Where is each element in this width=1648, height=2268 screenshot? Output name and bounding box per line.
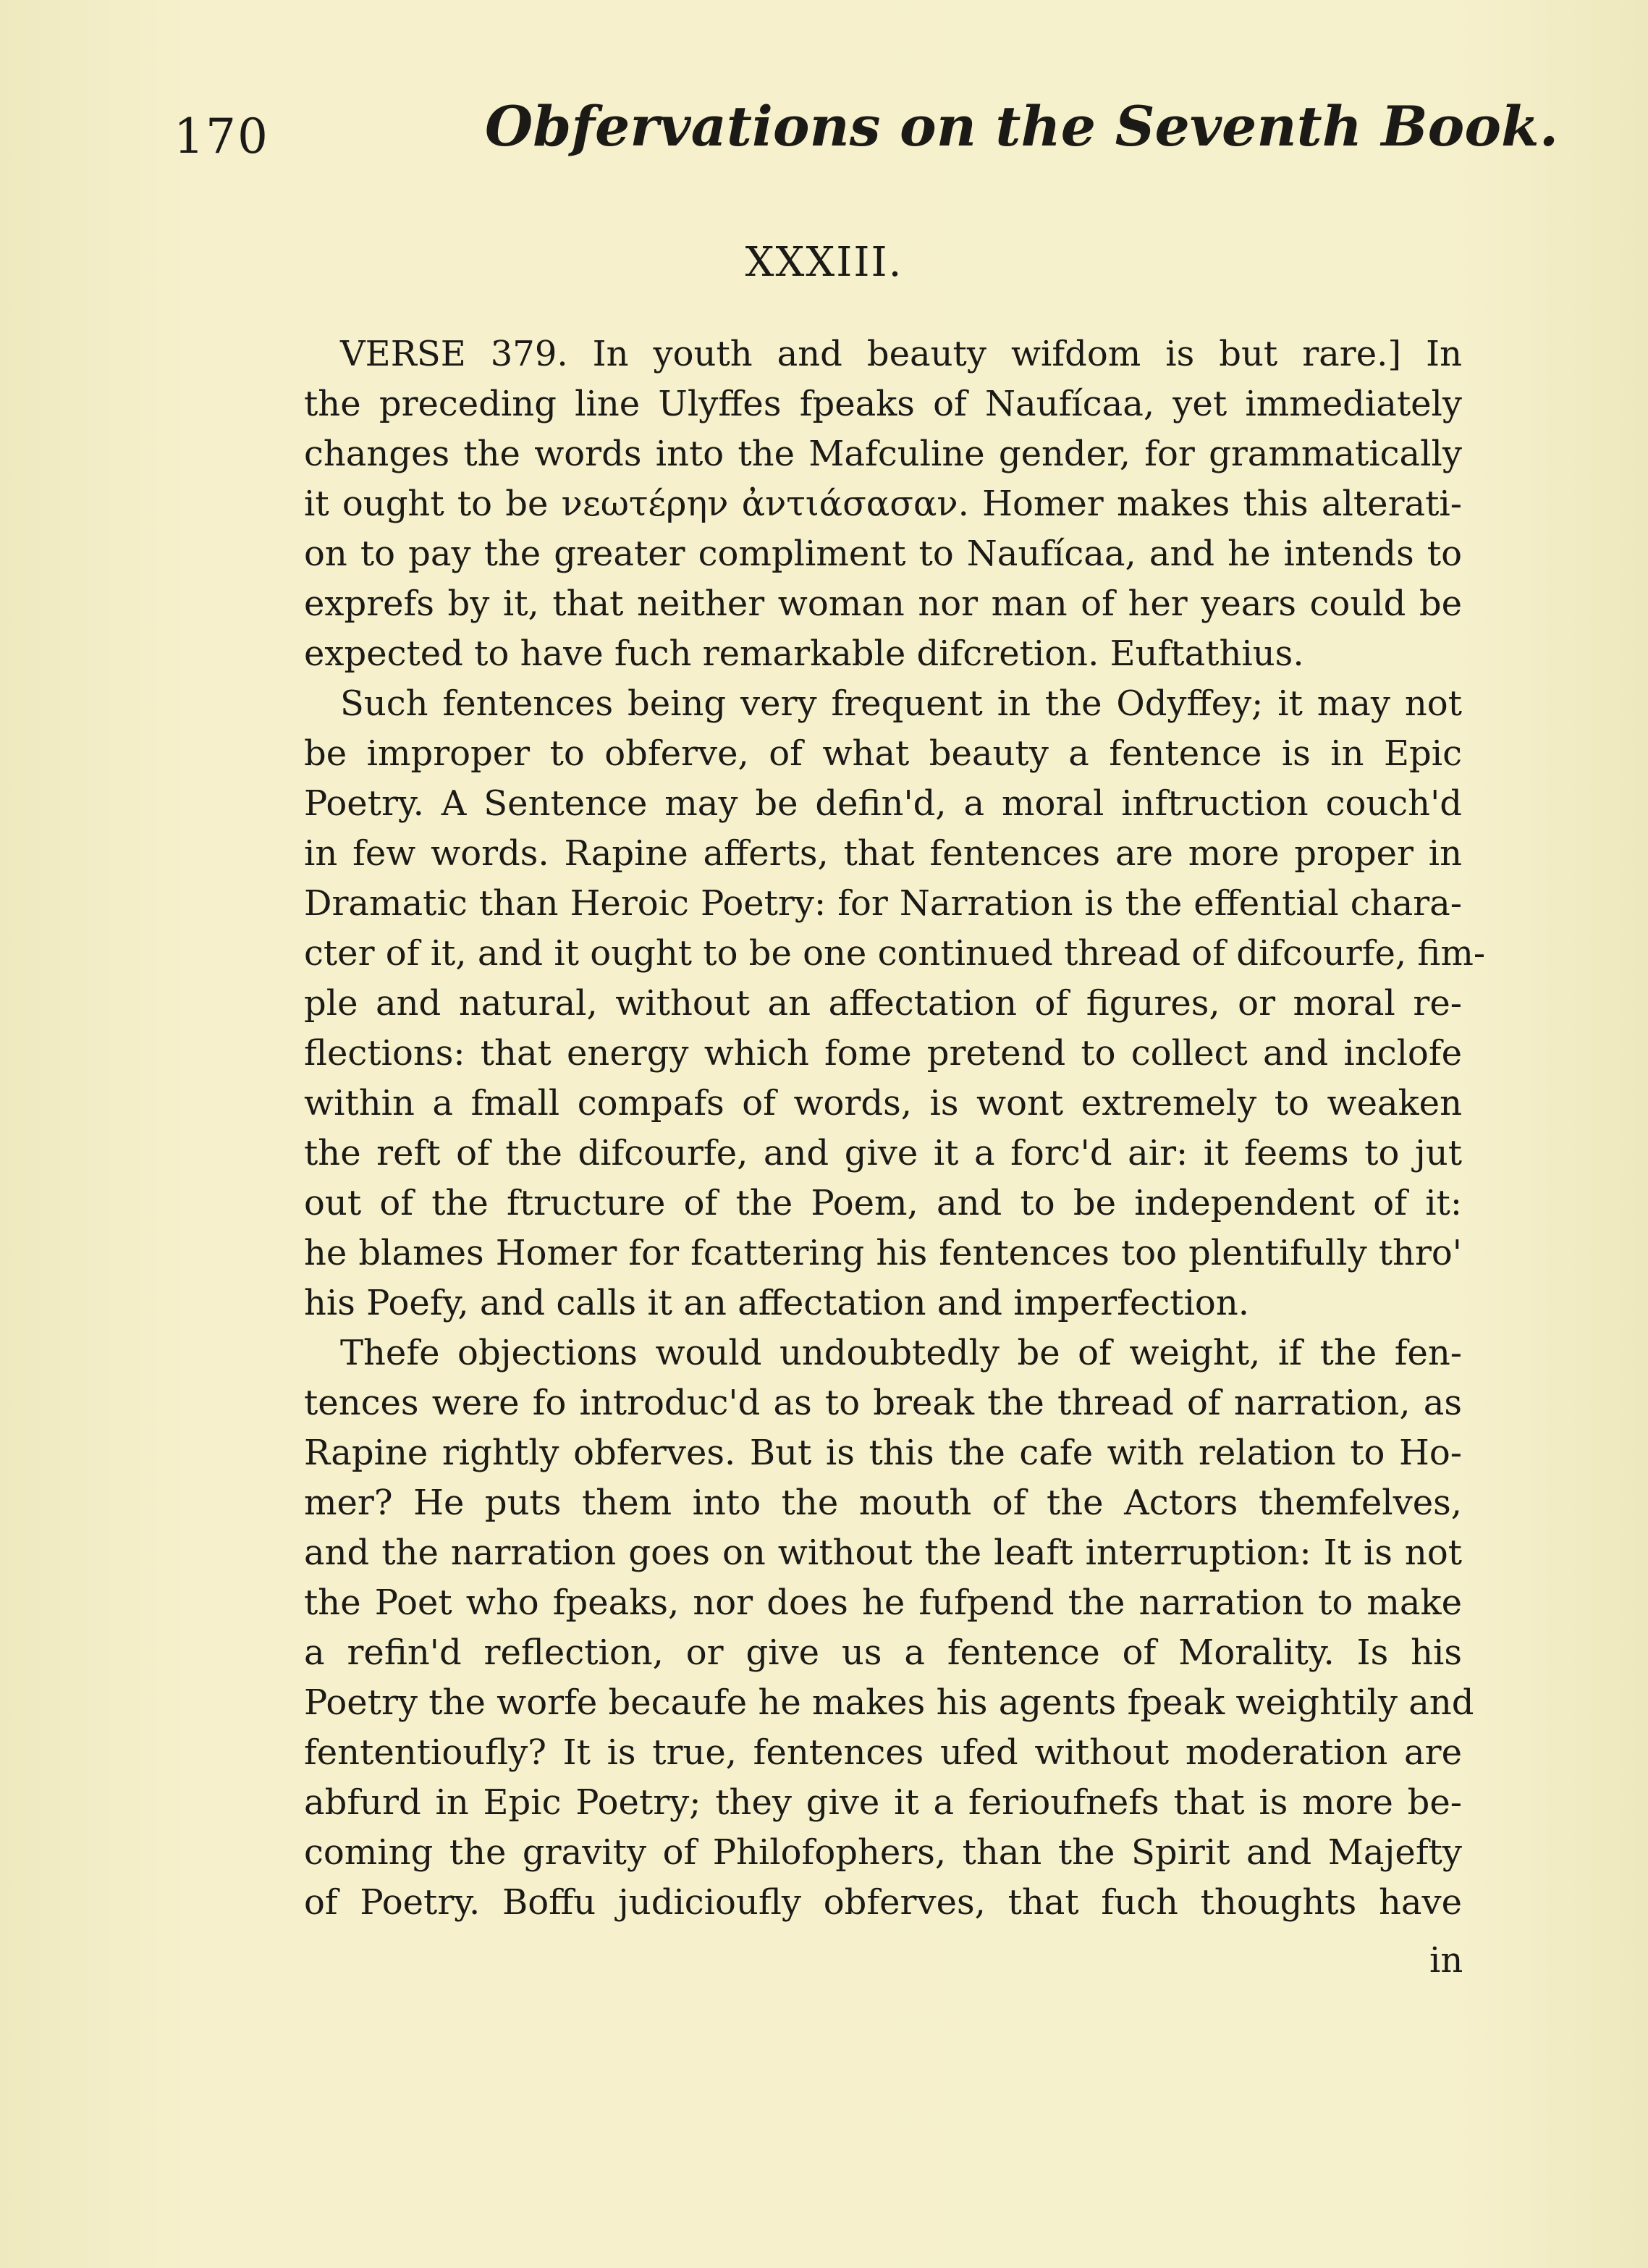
text-line: Such fentences being very frequent in the Odyffey; it may not <box>340 683 1462 724</box>
text-line: ple and natural, without an affectation of figures, or moral re- <box>304 983 1462 1024</box>
text-line: it ought to be νεωτέρην ἀντιάσασαν. Homer makes this alterati- <box>304 484 1462 524</box>
text-line: his Poefy, and calls it an affectation and imperfection. <box>304 1283 1249 1323</box>
text-line: of Poetry. Boffu judicioufly obferves, that fuch thoughts have <box>304 1882 1462 1923</box>
section-number: XXXIII. <box>745 239 903 286</box>
text-line: exprefs by it, that neither woman nor man of her years could be <box>304 583 1462 624</box>
running-head <box>174 94 1559 166</box>
text-line: mer? He puts them into the mouth of the Actors themfelves, <box>304 1483 1462 1523</box>
text-line: expected to have fuch remarkable difcretion. Euftathius. <box>304 633 1304 674</box>
text-line: the Poet who fpeaks, nor does he fufpend the narration to make <box>304 1582 1462 1623</box>
text-line: VERSE 379. In youth and beauty wifdom is but rare.] In <box>340 334 1462 374</box>
text-line: cter of it, and it ought to be one continued thread of difcourfe, fim- <box>304 933 1486 974</box>
page-number: 170 <box>174 109 269 164</box>
text-line: Thefe objections would undoubtedly be of weight, if the fen- <box>340 1333 1462 1373</box>
body-text <box>304 329 1486 1928</box>
text-line: a refin'd reflection, or give us a fentence of Morality. Is his <box>304 1632 1462 1673</box>
text-line: on to pay the greater compliment to Naufícaa, and he intends to <box>304 534 1462 574</box>
text-line: within a fmall compafs of words, is wont extremely to weaken <box>304 1083 1462 1124</box>
catchword: in <box>1429 1940 1463 1981</box>
text-line: in few words. Rapine afferts, that fentences are more proper in <box>304 833 1462 874</box>
text-line: changes the words into the Mafculine gender, for grammatically <box>304 434 1462 474</box>
text-line: tences were fo introduc'd as to break the thread of narration, as <box>304 1383 1462 1423</box>
text-line: be improper to obferve, of what beauty a fentence is in Epic <box>304 733 1462 774</box>
text-line: the reft of the difcourfe, and give it a forc'd air: it feems to jut <box>304 1133 1462 1173</box>
text-line: and the narration goes on without the leaft interruption: It is not <box>304 1533 1462 1573</box>
text-line: Rapine rightly obferves. But is this the cafe with relation to Ho- <box>304 1433 1462 1473</box>
text-line: coming the gravity of Philofophers, than the Spirit and Majefty <box>304 1832 1462 1873</box>
text-line: he blames Homer for fcattering his fentences too plentifully thro' <box>304 1233 1462 1273</box>
text-line: fententioufly? It is true, fentences ufed without moderation are <box>304 1732 1462 1773</box>
text-line: the preceding line Ulyffes fpeaks of Naufícaa, yet immediately <box>304 384 1462 424</box>
text-line: out of the ftructure of the Poem, and to be independent of it: <box>304 1183 1462 1223</box>
text-line: Dramatic than Heroic Poetry: for Narration is the effential chara- <box>304 883 1462 924</box>
text-line: abfurd in Epic Poetry; they give it a ferioufnefs that is more be- <box>304 1782 1462 1823</box>
text-line: flections: that energy which fome pretend to collect and inclofe <box>304 1033 1462 1074</box>
running-title: Obfervations on the Seventh Book. <box>485 94 1559 159</box>
text-line: Poetry the worfe becaufe he makes his agents fpeak weightily and <box>304 1682 1474 1723</box>
text-line: Poetry. A Sentence may be defin'd, a moral inftruction couch'd <box>304 783 1462 824</box>
